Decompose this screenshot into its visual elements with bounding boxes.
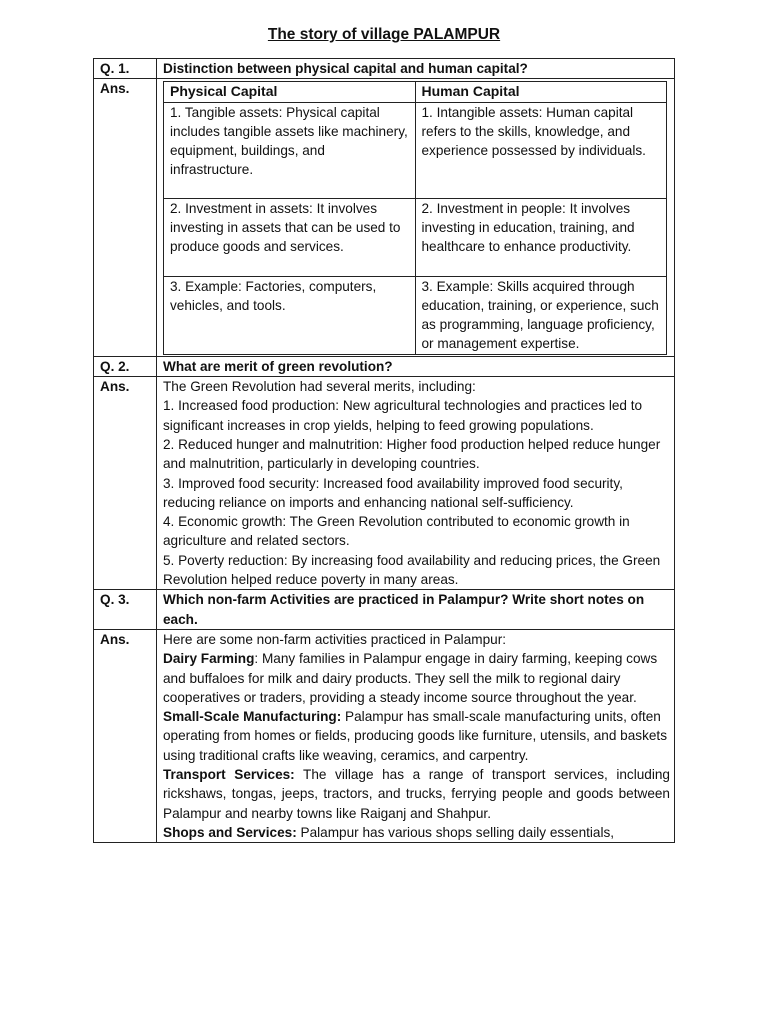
q3-intro: Here are some non-farm activities practiced in Palampur: — [163, 631, 507, 647]
activity-text: The village has a range of transport services, including rickshaws, tongas, jeeps, tractors, and trucks, ferrying people and goods between Palampur and nearby towns like Raiganj and Shahpur. — [163, 767, 670, 821]
activity-heading: Shops and Services: — [163, 824, 297, 840]
q2-answer — [157, 377, 675, 590]
q2-point: 2. Reduced hunger and malnutrition: Higher food production helped reduce hunger and malnutrition, particularly in developing countries. — [163, 436, 661, 472]
comparison-row — [164, 102, 667, 198]
activity-note — [163, 649, 670, 707]
physical-capital-cell: 3. Example: Factories, computers, vehicles, and tools. — [164, 276, 416, 354]
q2-intro: The Green Revolution had several merits, including: — [163, 379, 476, 395]
capital-comparison-table — [163, 81, 667, 354]
activity-text: Palampur has various shops selling daily essentials, — [296, 824, 615, 840]
q3-question: Which non-farm Activities are practiced in Palampur? Write short notes on each. — [157, 590, 675, 630]
physical-capital-header: Physical Capital — [164, 82, 416, 102]
q1-answer — [157, 79, 675, 356]
physical-capital-cell: 1. Tangible assets: Physical capital includes tangible assets like machinery, equipment, buildings, and infrastructure. — [164, 102, 416, 198]
q3-question-row — [94, 590, 675, 630]
q1-question: Distinction between physical capital and human capital? — [157, 59, 675, 79]
q2-question-row — [94, 356, 675, 376]
activity-text: Palampur has small-scale manufacturing units, often operating from homes or fields, producing goods like furniture, utensils, and baskets using traditional crafts like weaving, ceramics, and carpentry. — [163, 709, 667, 763]
q2-ans-label: Ans. — [94, 377, 157, 590]
q1-answer-row — [94, 79, 675, 356]
activity-note — [163, 707, 670, 765]
human-capital-header: Human Capital — [415, 82, 667, 102]
q3-label: Q. 3. — [94, 590, 157, 630]
comparison-row — [164, 276, 667, 354]
q2-point: 3. Improved food security: Increased food availability improved food security, reducing reliance on imports and enhancing national self-sufficiency. — [163, 475, 623, 510]
q1-ans-label: Ans. — [94, 79, 157, 356]
activity-note — [163, 765, 670, 823]
q2-label: Q. 2. — [94, 356, 157, 376]
q3-answer — [157, 629, 675, 842]
q1-label: Q. 1. — [94, 59, 157, 79]
qa-table — [93, 58, 675, 843]
human-capital-cell: 2. Investment in people: It involves investing in education, training, and healthcare to enhance productivity. — [415, 198, 667, 276]
q3-ans-label: Ans. — [94, 629, 157, 842]
q2-question: What are merit of green revolution? — [157, 356, 675, 376]
human-capital-cell: 1. Intangible assets: Human capital refers to the skills, knowledge, and experience possessed by individuals. — [415, 102, 667, 198]
q2-point: 5. Poverty reduction: By increasing food availability and reducing prices, the Green Revolution helped reduce poverty in many areas. — [163, 552, 661, 588]
activity-heading: Small-Scale Manufacturing: — [163, 709, 342, 725]
page-title: The story of village PALAMPUR — [267, 26, 501, 43]
physical-capital-cell: 2. Investment in assets: It involves investing in assets that can be used to produce goods and services. — [164, 198, 416, 276]
q2-point: 1. Increased food production: New agricultural technologies and practices led to significant increases in crop yields, helping to feed growing populations. — [163, 398, 643, 433]
q3-answer-row — [94, 629, 675, 842]
comparison-row — [164, 198, 667, 276]
human-capital-cell: 3. Example: Skills acquired through education, training, or experience, such as programming, language proficiency, or management expertise. — [415, 276, 667, 354]
activity-heading: Dairy Farming — [163, 651, 255, 667]
activity-text: : Many families in Palampur engage in dairy farming, keeping cows and buffaloes for milk and dairy products. They sell the milk to regional dairy cooperatives or traders, providing a steady income source throughout the year. — [163, 651, 658, 705]
activity-heading: Transport Services: — [163, 767, 295, 783]
q1-question-row — [94, 59, 675, 79]
activity-note — [163, 823, 670, 842]
q2-point: 4. Economic growth: The Green Revolution contributed to economic growth in agriculture and related sectors. — [163, 514, 630, 549]
q2-answer-row — [94, 377, 675, 590]
